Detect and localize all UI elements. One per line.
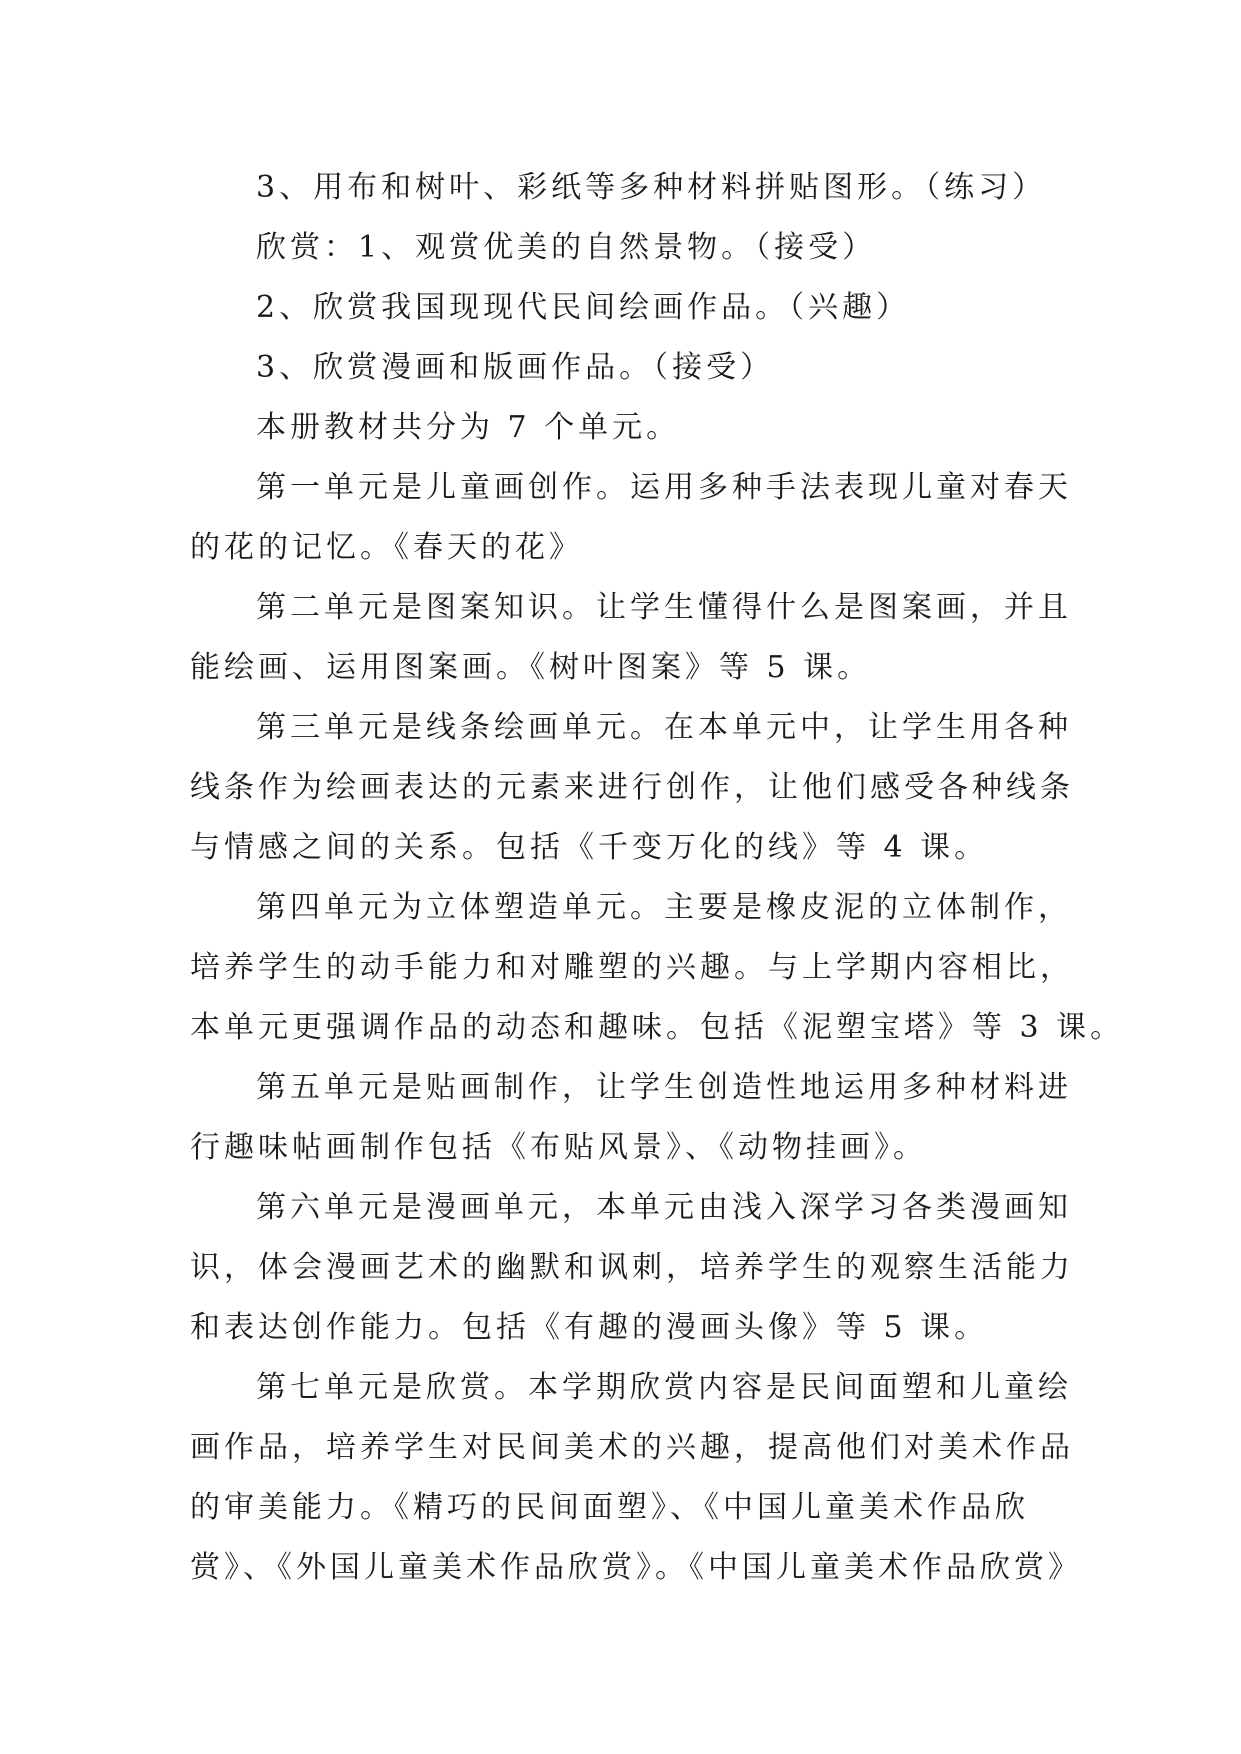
paragraph-line: 线条作为绘画表达的元素来进行创作，让他们感受各种线条 [190, 770, 1074, 805]
paragraph-unit-6 [190, 1178, 1074, 1358]
list-line-appreciation-2: 2、欣赏我国现现代民间绘画作品。（兴趣） [256, 290, 911, 325]
document-page [190, 158, 1125, 1598]
list-line-collage: 3、用布和树叶、彩纸等多种材料拼贴图形。（练习） [256, 170, 1047, 205]
paragraph-unit-7 [190, 1358, 1082, 1598]
paragraph-line: 识，体会漫画艺术的幽默和讽刺，培养学生的观察生活能力 [190, 1250, 1074, 1285]
paragraph-line: 行趣味帖画制作包括《布贴风景》、《动物挂画》。 [190, 1130, 927, 1165]
paragraph-line: 的花的记忆。《春天的花》 [190, 530, 583, 565]
paragraph-line: 赏》、《外国儿童美术作品欣赏》。《中国儿童美术作品欣赏》 [190, 1550, 1082, 1585]
paragraph-unit-1 [190, 458, 1072, 578]
list-line-appreciation-1: 欣赏：1、观赏优美的自然景物。（接受） [256, 230, 877, 265]
paragraph-line: 画作品，培养学生对民间美术的兴趣，提高他们对美术作品 [190, 1430, 1074, 1465]
paragraph-unit-2 [190, 578, 1072, 698]
paragraph-unit-5 [190, 1058, 1072, 1178]
paragraph-line: 第一单元是儿童画创作。运用多种手法表现儿童对春天 [256, 470, 1072, 505]
paragraph-line: 与情感之间的关系。包括《千变万化的线》等 4 课。 [190, 830, 989, 865]
units-summary-line: 本册教材共分为 7 个单元。 [256, 410, 681, 445]
paragraph-line: 培养学生的动手能力和对雕塑的兴趣。与上学期内容相比， [190, 950, 1074, 985]
paragraph-line: 第二单元是图案知识。让学生懂得什么是图案画，并且 [256, 590, 1072, 625]
paragraph-unit-3 [190, 698, 1074, 878]
paragraph-line: 第五单元是贴画制作，让学生创造性地运用多种材料进 [256, 1070, 1072, 1105]
paragraph-line: 的审美能力。《精巧的民间面塑》、《中国儿童美术作品欣 [190, 1490, 1029, 1525]
paragraph-line: 第七单元是欣赏。本学期欣赏内容是民间面塑和儿童绘 [256, 1370, 1072, 1405]
paragraph-line: 第六单元是漫画单元，本单元由浅入深学习各类漫画知 [256, 1190, 1072, 1225]
paragraph-line: 和表达创作能力。包括《有趣的漫画头像》等 5 课。 [190, 1310, 989, 1345]
list-line-appreciation-3: 3、欣赏漫画和版画作品。（接受） [256, 350, 775, 385]
paragraph-unit-4 [190, 878, 1125, 1058]
paragraph-line: 第三单元是线条绘画单元。在本单元中，让学生用各种 [256, 710, 1072, 745]
paragraph-line: 能绘画、运用图案画。《树叶图案》等 5 课。 [190, 650, 872, 685]
paragraph-line: 本单元更强调作品的动态和趣味。包括《泥塑宝塔》等 3 课。 [190, 1010, 1125, 1045]
paragraph-line: 第四单元为立体塑造单元。主要是橡皮泥的立体制作， [256, 890, 1072, 925]
